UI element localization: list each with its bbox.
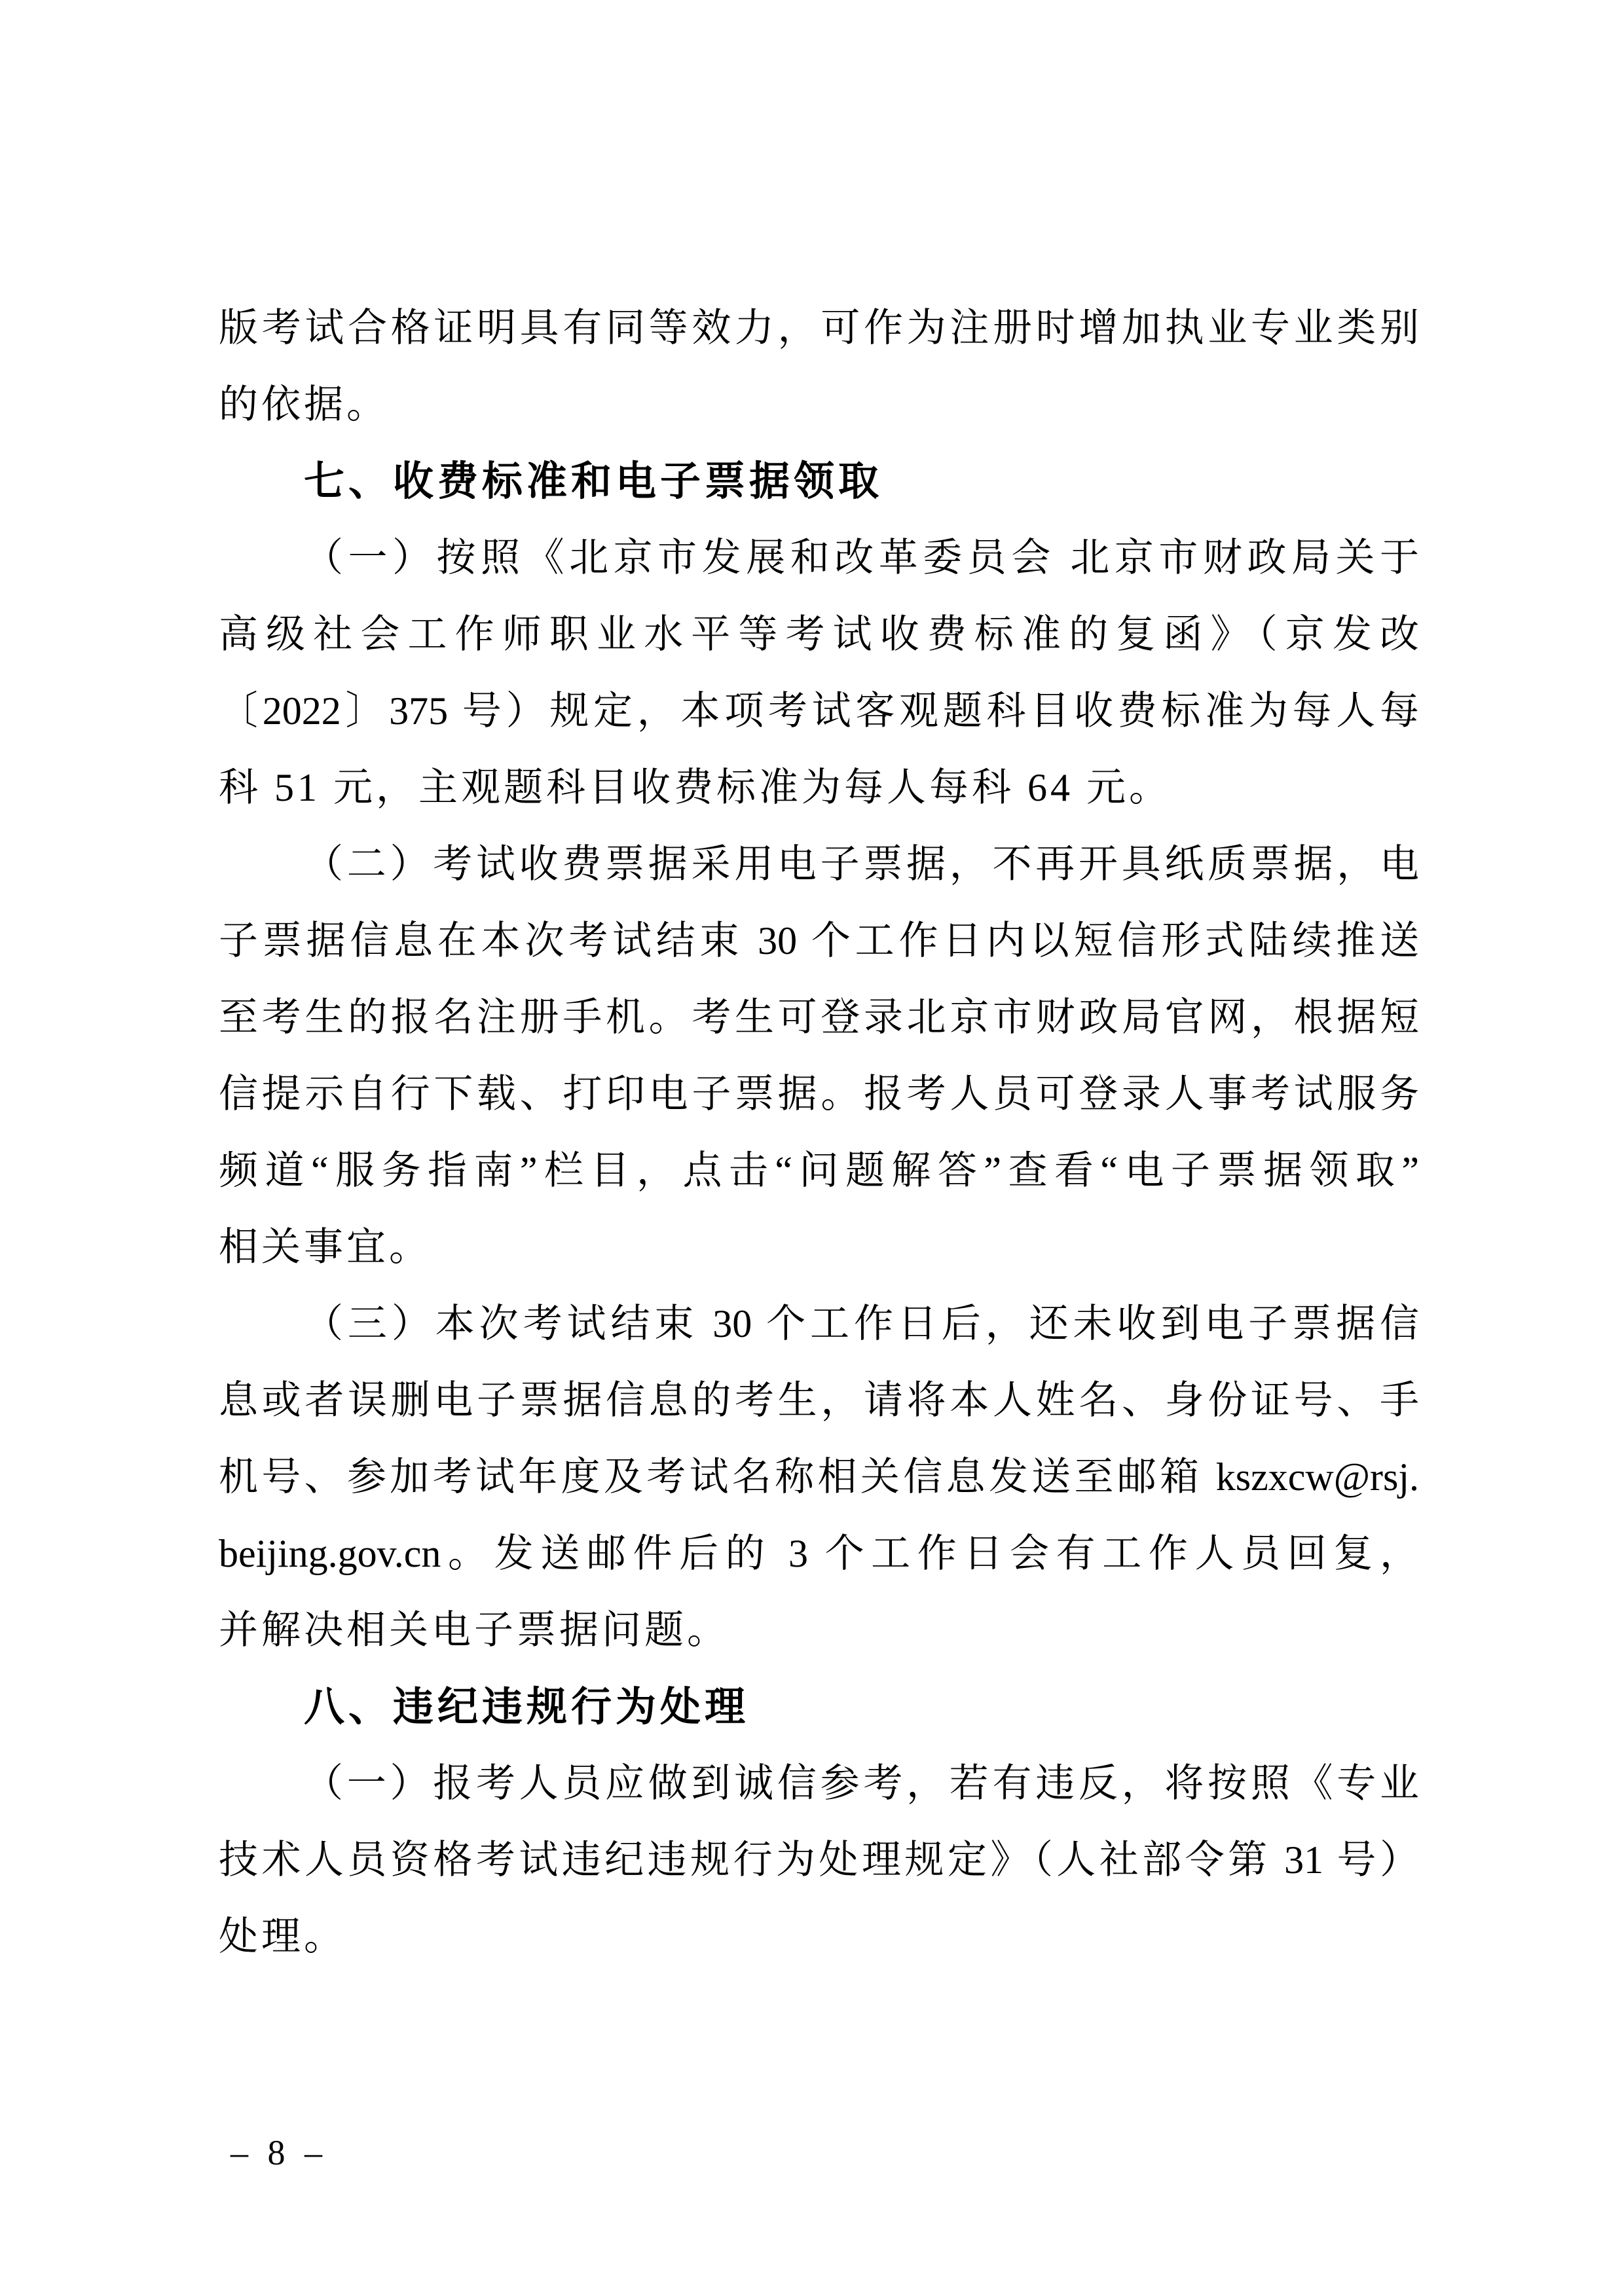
body-line: 信提示自行下载、打印电子票据。报考人员可登录人事考试服务: [219, 1072, 1419, 1116]
body-line: 相关事宜。: [219, 1226, 432, 1269]
body-line: 科 51 元，主观题科目收费标准为每人每科 64 元。: [219, 766, 1172, 809]
body-line: 技术人员资格考试违纪违规行为处理规定》（人社部令第 31 号）: [219, 1838, 1419, 1882]
body-line: 处理。: [219, 1915, 346, 1958]
section-heading: 七、收费标准和电子票据领取: [304, 459, 883, 504]
body-line: 高级社会工作师职业水平等考试收费标准的复函》（京发改: [219, 613, 1419, 656]
body-line: （一）按照《北京市发展和改革委员会 北京市财政局关于: [304, 536, 1419, 579]
body-line: （三）本次考试结束 30 个工作日后，还未收到电子票据信: [304, 1302, 1419, 1345]
body-line: （二）考试收费票据采用电子票据，不再开具纸质票据，电: [304, 843, 1419, 886]
page-number: – 8 –: [231, 2133, 327, 2172]
body-line: 的依据。: [219, 383, 389, 426]
body-line: 并解决相关电子票据问题。: [219, 1609, 729, 1652]
section-heading: 八、违纪违规行为处理: [304, 1685, 750, 1730]
body-line: beijing.gov.cn。发送邮件后的 3 个工作日会有工作人员回复，: [219, 1532, 1419, 1575]
body-line: 子票据信息在本次考试结束 30 个工作日内以短信形式陆续推送: [219, 919, 1419, 962]
body-line: 〔2022〕375 号）规定，本项考试客观题科目收费标准为每人每: [219, 689, 1419, 733]
body-line: 至考生的报名注册手机。考生可登录北京市财政局官网，根据短: [219, 996, 1419, 1039]
body-line: 机号、参加考试年度及考试名称相关信息发送至邮箱 kszxcw@rsj.: [219, 1455, 1419, 1499]
body-line: 息或者误删电子票据信息的考生，请将本人姓名、身份证号、手: [219, 1379, 1419, 1422]
body-line: （一）报考人员应做到诚信参考，若有违反，将按照《专业: [304, 1762, 1419, 1805]
document-content: [219, 290, 1419, 1975]
body-line: 版考试合格证明具有同等效力，可作为注册时增加执业专业类别: [219, 306, 1419, 350]
body-line: 频道“服务指南”栏目，点击“问题解答”查看“电子票据领取”: [219, 1149, 1419, 1192]
